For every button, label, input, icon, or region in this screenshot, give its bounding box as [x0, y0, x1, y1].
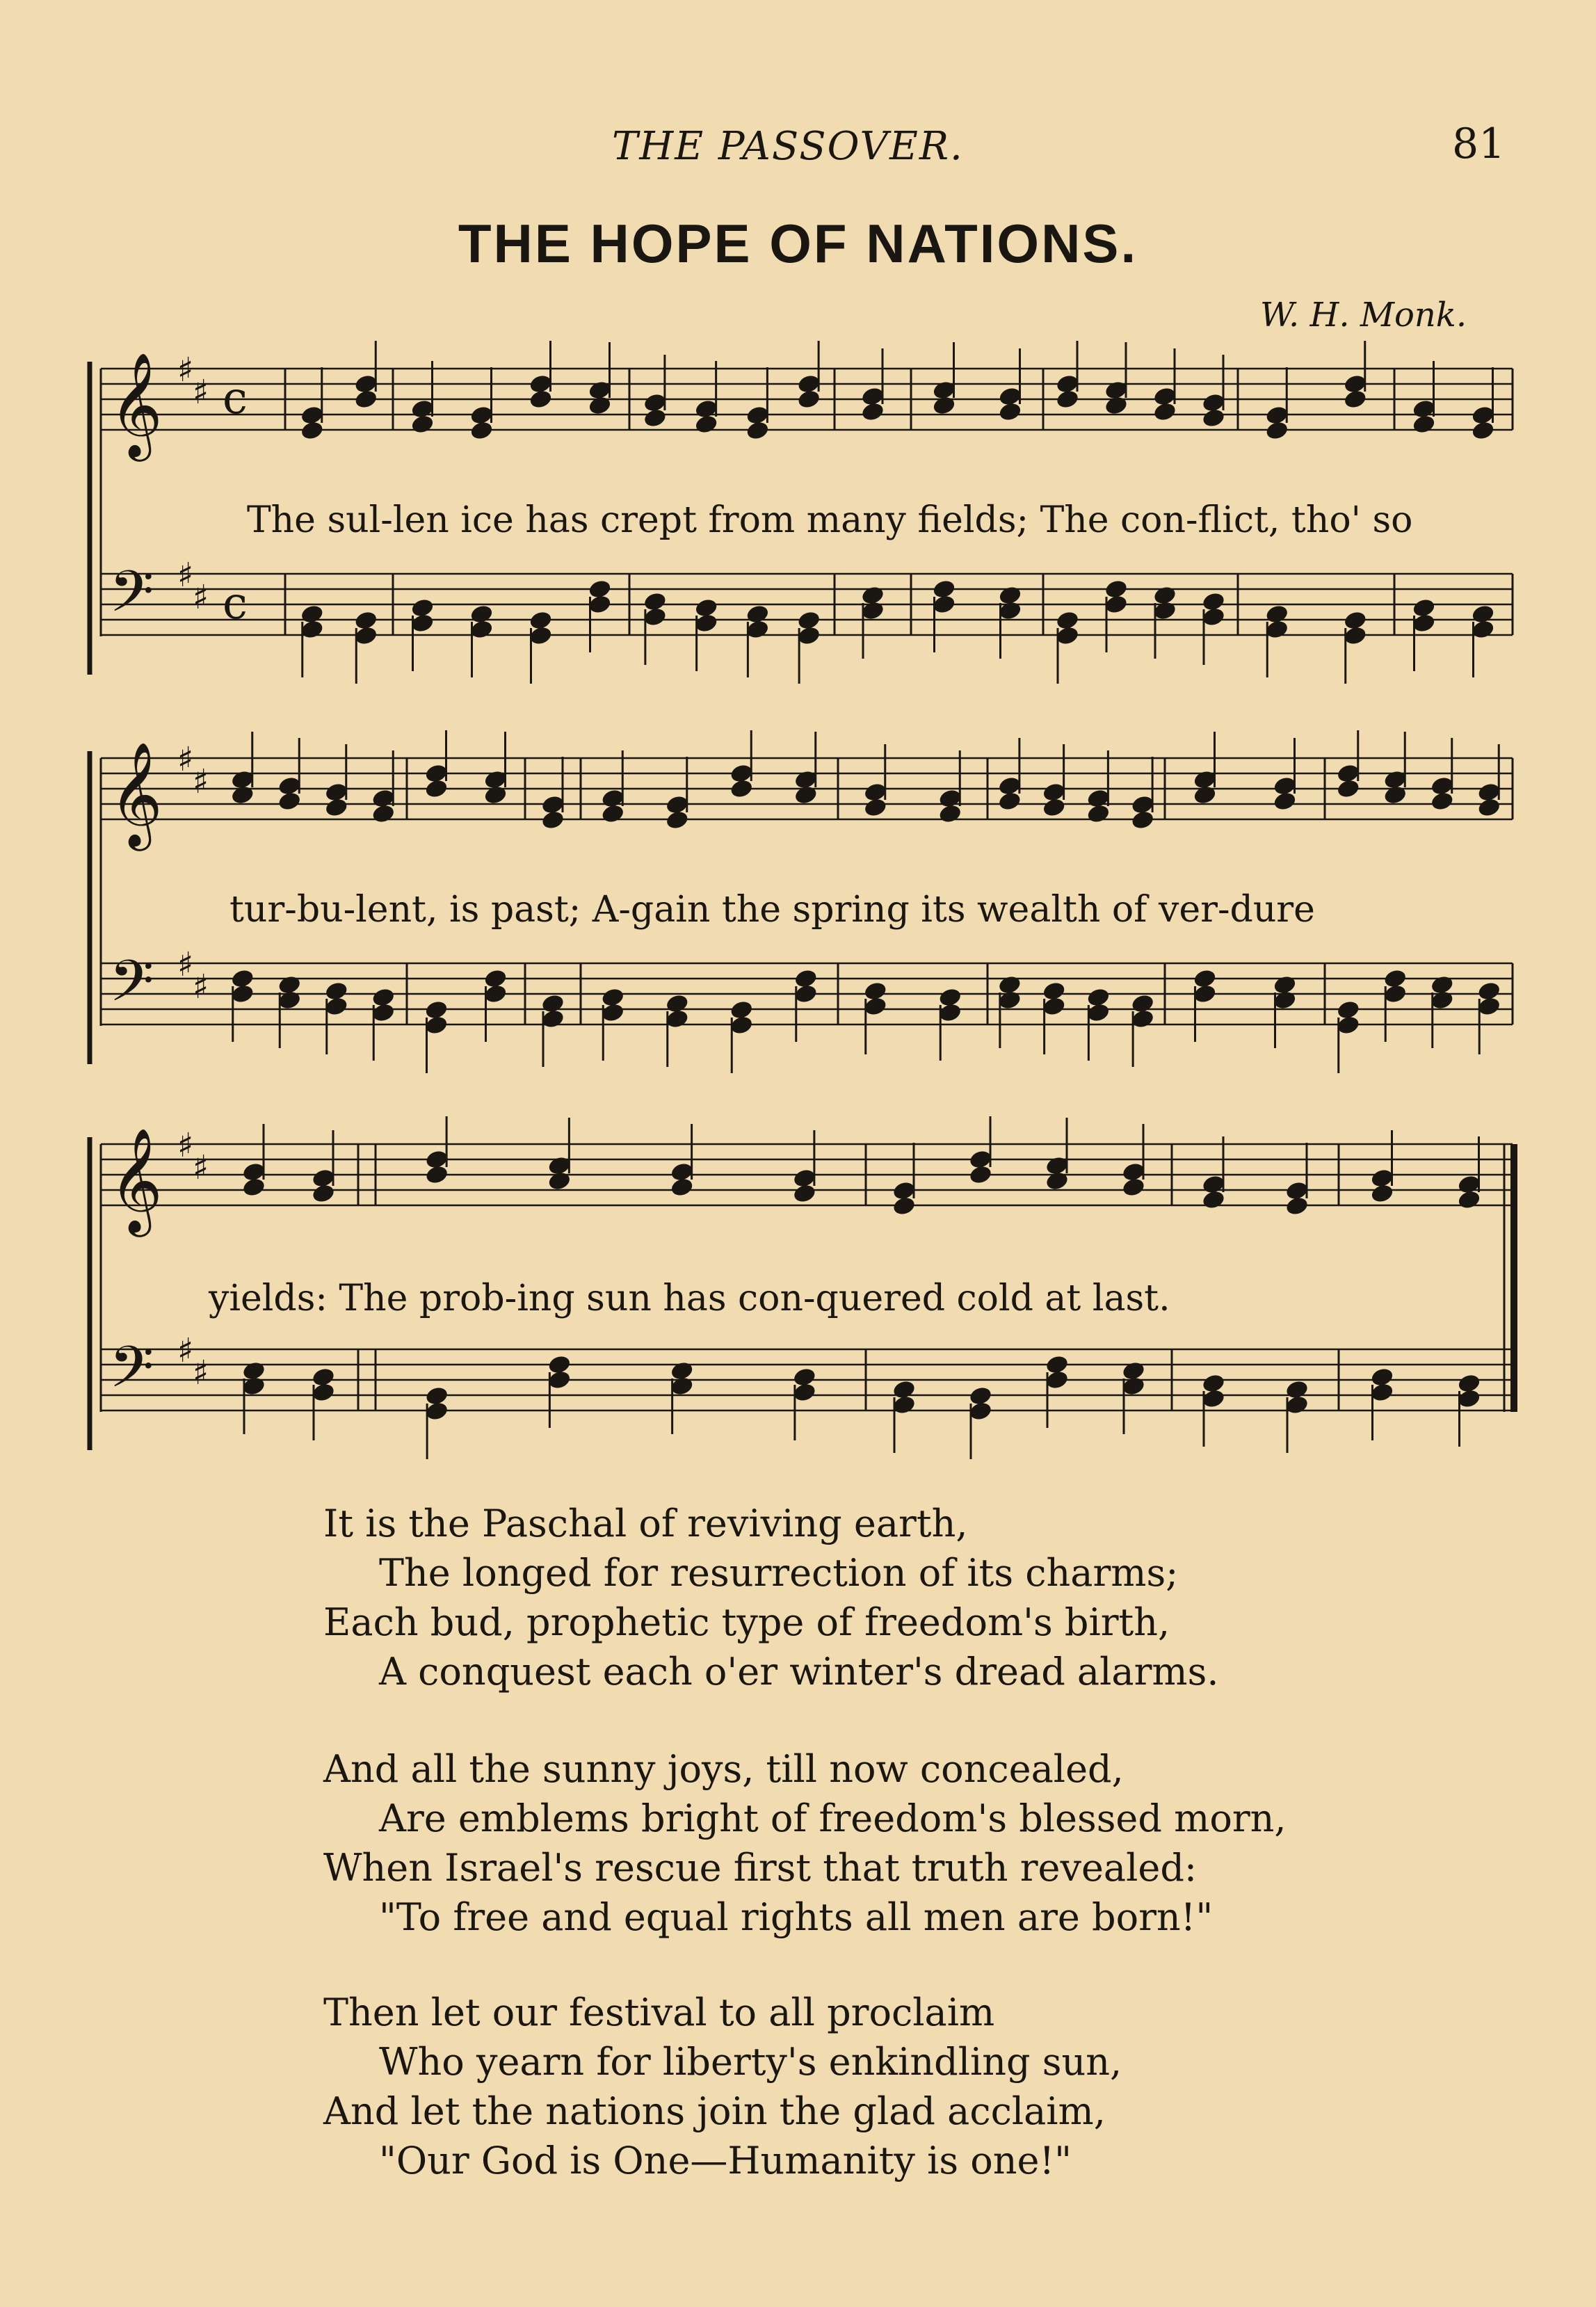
notehead	[230, 785, 255, 806]
key-signature-sharp: ♯	[193, 1148, 209, 1187]
notehead	[729, 778, 754, 800]
verse-1	[323, 1499, 1219, 1696]
notehead	[1457, 1189, 1482, 1211]
notehead	[1343, 389, 1368, 410]
notehead	[1430, 791, 1455, 812]
notehead	[277, 791, 302, 812]
notehead	[863, 797, 888, 819]
key-signature-sharp: ♯	[193, 373, 209, 412]
notehead	[1476, 797, 1501, 819]
notehead	[937, 803, 962, 825]
key-signature-sharp: ♯	[193, 967, 209, 1006]
verse-line: Who yearn for liberty's enkindling sun,	[379, 2040, 1122, 2084]
verse-line: A conquest each o'er winter's dread alarms.	[379, 1650, 1219, 1694]
notehead	[300, 420, 325, 442]
song-title: THE HOPE OF NATIONS.	[458, 213, 1138, 274]
notehead	[998, 401, 1023, 423]
time-signature: c	[223, 373, 248, 424]
notehead	[1273, 791, 1298, 812]
music-system-1	[80, 341, 1523, 702]
notehead	[694, 414, 719, 435]
verse-line: And all the sunny joys, till now concealed,	[323, 1747, 1124, 1791]
notehead	[670, 1177, 695, 1198]
notehead	[968, 1164, 993, 1186]
notehead	[547, 1171, 572, 1192]
music-system-3	[80, 1116, 1523, 1478]
key-signature-sharp: ♯	[193, 1353, 209, 1392]
notehead	[1193, 785, 1218, 806]
notehead	[241, 1177, 266, 1198]
notehead	[665, 810, 690, 831]
treble-clef: 𝄞	[109, 1127, 163, 1232]
key-signature-sharp: ♯	[177, 1331, 194, 1370]
notehead	[588, 395, 613, 417]
notehead	[892, 1196, 917, 1217]
notehead	[371, 803, 396, 825]
notehead	[932, 395, 957, 417]
verse-line: It is the Paschal of reviving earth,	[323, 1502, 968, 1545]
verse-line: Then let our festival to all proclaim	[323, 1991, 995, 2034]
notehead	[1336, 778, 1361, 800]
notehead	[1104, 395, 1129, 417]
notehead	[796, 389, 821, 410]
bass-clef: 𝄢	[109, 1333, 154, 1415]
verse-line: "Our God is One—Humanity is one!"	[379, 2139, 1072, 2183]
notehead	[1471, 420, 1496, 442]
notehead	[1201, 1189, 1226, 1211]
notehead	[1284, 1196, 1309, 1217]
key-signature-sharp: ♯	[177, 556, 194, 595]
notehead	[424, 1164, 449, 1186]
notehead	[424, 778, 449, 800]
bass-clef: 𝄢	[109, 558, 154, 639]
composer-credit: W. H. Monk.	[1260, 296, 1467, 335]
key-signature-sharp: ♯	[193, 762, 209, 801]
verse-line: The longed for resurrection of its charms;	[379, 1551, 1179, 1595]
key-signature-sharp: ♯	[177, 945, 194, 984]
notehead	[1086, 803, 1111, 825]
key-signature-sharp: ♯	[193, 578, 209, 617]
notehead	[324, 797, 349, 819]
notehead	[792, 1183, 817, 1205]
notehead	[860, 401, 885, 423]
verse-line: "To free and equal rights all men are born!"	[379, 1895, 1214, 1939]
notehead	[745, 420, 771, 442]
verse-line: When Israel's rescue first that truth revealed:	[323, 1846, 1198, 1890]
bass-clef: 𝄢	[109, 947, 154, 1029]
verse-line: Are emblems bright of freedom's blessed morn,	[379, 1796, 1287, 1840]
notehead	[1383, 785, 1408, 806]
notehead	[1042, 797, 1067, 819]
notehead	[540, 810, 565, 831]
music-system-2	[80, 730, 1523, 1092]
notehead	[643, 408, 668, 429]
notehead	[1121, 1177, 1146, 1198]
verse-2	[323, 1744, 1287, 1942]
lyric-line-2: tur-bu-lent, is past; A-gain the spring its wealth of ver-dure	[229, 889, 1315, 931]
running-head: THE PASSOVER.	[612, 124, 964, 169]
verse-line: And let the nations join the glad acclaim,	[323, 2089, 1106, 2133]
treble-clef: 𝄞	[109, 741, 163, 846]
lyric-line-3: yields: The prob-ing sun has con-quered cold at last.	[209, 1278, 1170, 1319]
notehead	[469, 420, 494, 442]
notehead	[1045, 1171, 1070, 1192]
notehead	[1412, 414, 1437, 435]
notehead	[1370, 1183, 1395, 1205]
lyric-line-1: The sul-len ice has crept from many fields; The con-flict, tho' so	[247, 499, 1413, 541]
key-signature-sharp: ♯	[177, 740, 194, 779]
notehead	[410, 414, 435, 435]
key-signature-sharp: ♯	[177, 351, 194, 389]
notehead	[483, 785, 508, 806]
page-number: 81	[1452, 120, 1506, 168]
notehead	[600, 803, 625, 825]
verse-line: Each bud, prophetic type of freedom's birth,	[323, 1600, 1170, 1644]
verse-3	[323, 1988, 1122, 2185]
notehead	[1130, 810, 1155, 831]
notehead	[1201, 408, 1226, 429]
time-signature: c	[223, 578, 248, 629]
notehead	[1055, 389, 1080, 410]
notehead	[529, 389, 554, 410]
notehead	[1152, 401, 1177, 423]
notehead	[997, 791, 1022, 812]
treble-clef: 𝄞	[109, 351, 163, 457]
notehead	[353, 389, 378, 410]
notehead	[311, 1183, 336, 1205]
notehead	[1264, 420, 1289, 442]
notehead	[793, 785, 819, 806]
key-signature-sharp: ♯	[177, 1126, 194, 1165]
